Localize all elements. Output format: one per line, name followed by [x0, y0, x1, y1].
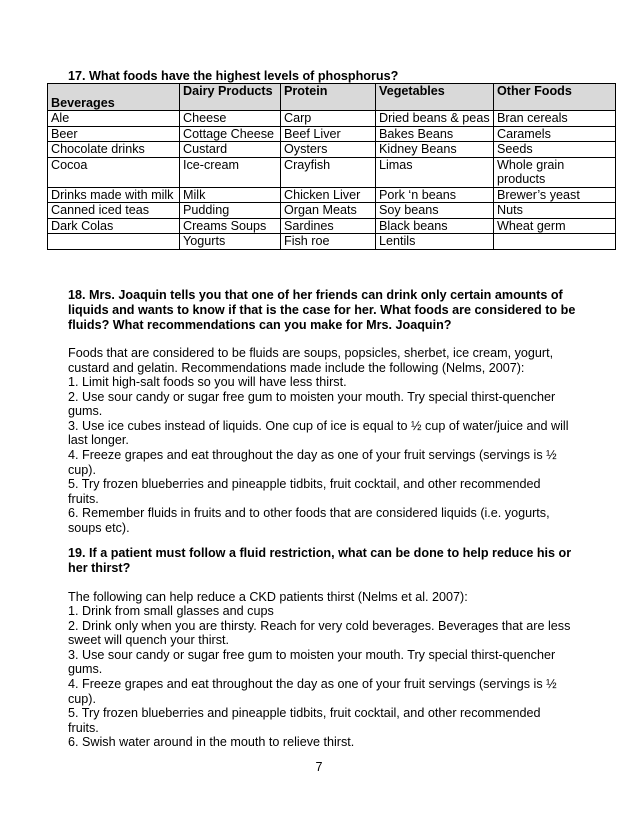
- page-number: 7: [315, 760, 323, 774]
- table-cell: Kidney Beans: [376, 142, 494, 158]
- table-cell: Limas: [376, 157, 494, 187]
- table-cell: [494, 234, 616, 250]
- list-item: 3. Use ice cubes instead of liquids. One cup of ice is equal to ½ cup of water/juice and will last longer.: [68, 418, 569, 448]
- table-cell: Chicken Liver: [281, 187, 376, 203]
- question-19-intro: The following can help reduce a CKD patients thirst (Nelms et al. 2007):: [68, 590, 468, 604]
- table-cell: Wheat germ: [494, 218, 616, 234]
- table-cell: Sardines: [281, 218, 376, 234]
- table-cell: Nuts: [494, 203, 616, 219]
- question-19-heading: 19. If a patient must follow a fluid restriction, what can be done to help reduce his or her thirst?: [68, 546, 572, 575]
- table-cell: Dark Colas: [48, 218, 180, 234]
- table-cell: Cheese: [180, 111, 281, 127]
- table-header-row: [48, 84, 616, 111]
- table-cell: Black beans: [376, 218, 494, 234]
- table-row: [48, 142, 616, 158]
- table-row: [48, 126, 616, 142]
- table-cell: Crayfish: [281, 157, 376, 187]
- header-other-foods: Other Foods: [494, 84, 616, 111]
- table-cell: Pork ‘n beans: [376, 187, 494, 203]
- list-item: 4. Freeze grapes and eat throughout the day as one of your fruit servings (servings is ½ cup).: [68, 447, 557, 477]
- table-cell: [48, 234, 180, 250]
- table-row: [48, 203, 616, 219]
- table-cell: Cottage Cheese: [180, 126, 281, 142]
- table-cell: Creams Soups: [180, 218, 281, 234]
- header-protein: Protein: [281, 84, 376, 111]
- table-row: [48, 111, 616, 127]
- question-19-list: [68, 604, 573, 750]
- list-item: 2. Drink only when you are thirsty. Reach for very cold beverages. Beverages that are less sweet will quench your thirst.: [68, 618, 571, 648]
- table-row: [48, 157, 616, 187]
- table-row: [48, 187, 616, 203]
- list-item: 1. Drink from small glasses and cups: [68, 604, 274, 618]
- table-cell: Soy beans: [376, 203, 494, 219]
- list-item: 3. Use sour candy or sugar free gum to moisten your mouth. Try special thirst-quencher gums.: [68, 647, 556, 677]
- table-cell: Fish roe: [281, 234, 376, 250]
- question-18-intro: Foods that are considered to be fluids are soups, popsicles, sherbet, ice cream, yogurt, custard and gelatin. Recommendations made include the following (Nelms, 2007):: [68, 346, 554, 375]
- table-row: [48, 218, 616, 234]
- table-cell: Dried beans & peas: [376, 111, 494, 127]
- table-cell: Canned iced teas: [48, 203, 180, 219]
- list-item: 2. Use sour candy or sugar free gum to moisten your mouth. Try special thirst-quencher gums.: [68, 389, 556, 419]
- table-cell: Organ Meats: [281, 203, 376, 219]
- list-item: 4. Freeze grapes and eat throughout the day as one of your fruit servings (servings is ½ cup).: [68, 676, 557, 706]
- table-cell: Yogurts: [180, 234, 281, 250]
- phosphorus-foods-table: [47, 83, 616, 250]
- table-cell: Bran cereals: [494, 111, 616, 127]
- table-cell: Cocoa: [48, 157, 180, 187]
- table-cell: Pudding: [180, 203, 281, 219]
- table-cell: Custard: [180, 142, 281, 158]
- table-cell: Lentils: [376, 234, 494, 250]
- header-vegetables: Vegetables: [376, 84, 494, 111]
- table-cell: Chocolate drinks: [48, 142, 180, 158]
- table-cell: Beer: [48, 126, 180, 142]
- list-item: 6. Remember fluids in fruits and to other foods that are considered liquids (i.e. yogurts, soups etc).: [68, 506, 550, 535]
- table-cell: Seeds: [494, 142, 616, 158]
- list-item: 6. Swish water around in the mouth to relieve thirst.: [68, 735, 355, 750]
- table-cell: Carp: [281, 111, 376, 127]
- table-cell: Caramels: [494, 126, 616, 142]
- table-cell: Whole grain products: [494, 157, 616, 187]
- header-dairy: Dairy Products: [180, 84, 281, 111]
- table-cell: Beef Liver: [281, 126, 376, 142]
- table-cell: Oysters: [281, 142, 376, 158]
- table-cell: Bakes Beans: [376, 126, 494, 142]
- question-17-title: 17. What foods have the highest levels of phosphorus?: [68, 69, 399, 83]
- table-row: [48, 234, 616, 250]
- question-18-heading: 18. Mrs. Joaquin tells you that one of her friends can drink only certain amounts of liquids and wants to know if that is the case for her. What foods are considered to be fluids? What recommendations can you make for Mrs. Joaquin?: [68, 288, 576, 332]
- table-cell: Ale: [48, 111, 180, 127]
- table-cell: Drinks made with milk: [48, 187, 180, 203]
- table-cell: Brewer’s yeast: [494, 187, 616, 203]
- list-item: 5. Try frozen blueberries and pineapple tidbits, fruit cocktail, and other recommended fruits.: [68, 706, 541, 735]
- table-cell: Ice-cream: [180, 157, 281, 187]
- list-item: 1. Limit high-salt foods so you will have less thirst.: [68, 375, 347, 389]
- header-beverages: Beverages: [48, 84, 180, 111]
- list-item: 5. Try frozen blueberries and pineapple tidbits, fruit cocktail, and other recommended fruits.: [68, 477, 541, 506]
- question-18-list: [68, 375, 573, 536]
- table-cell: Milk: [180, 187, 281, 203]
